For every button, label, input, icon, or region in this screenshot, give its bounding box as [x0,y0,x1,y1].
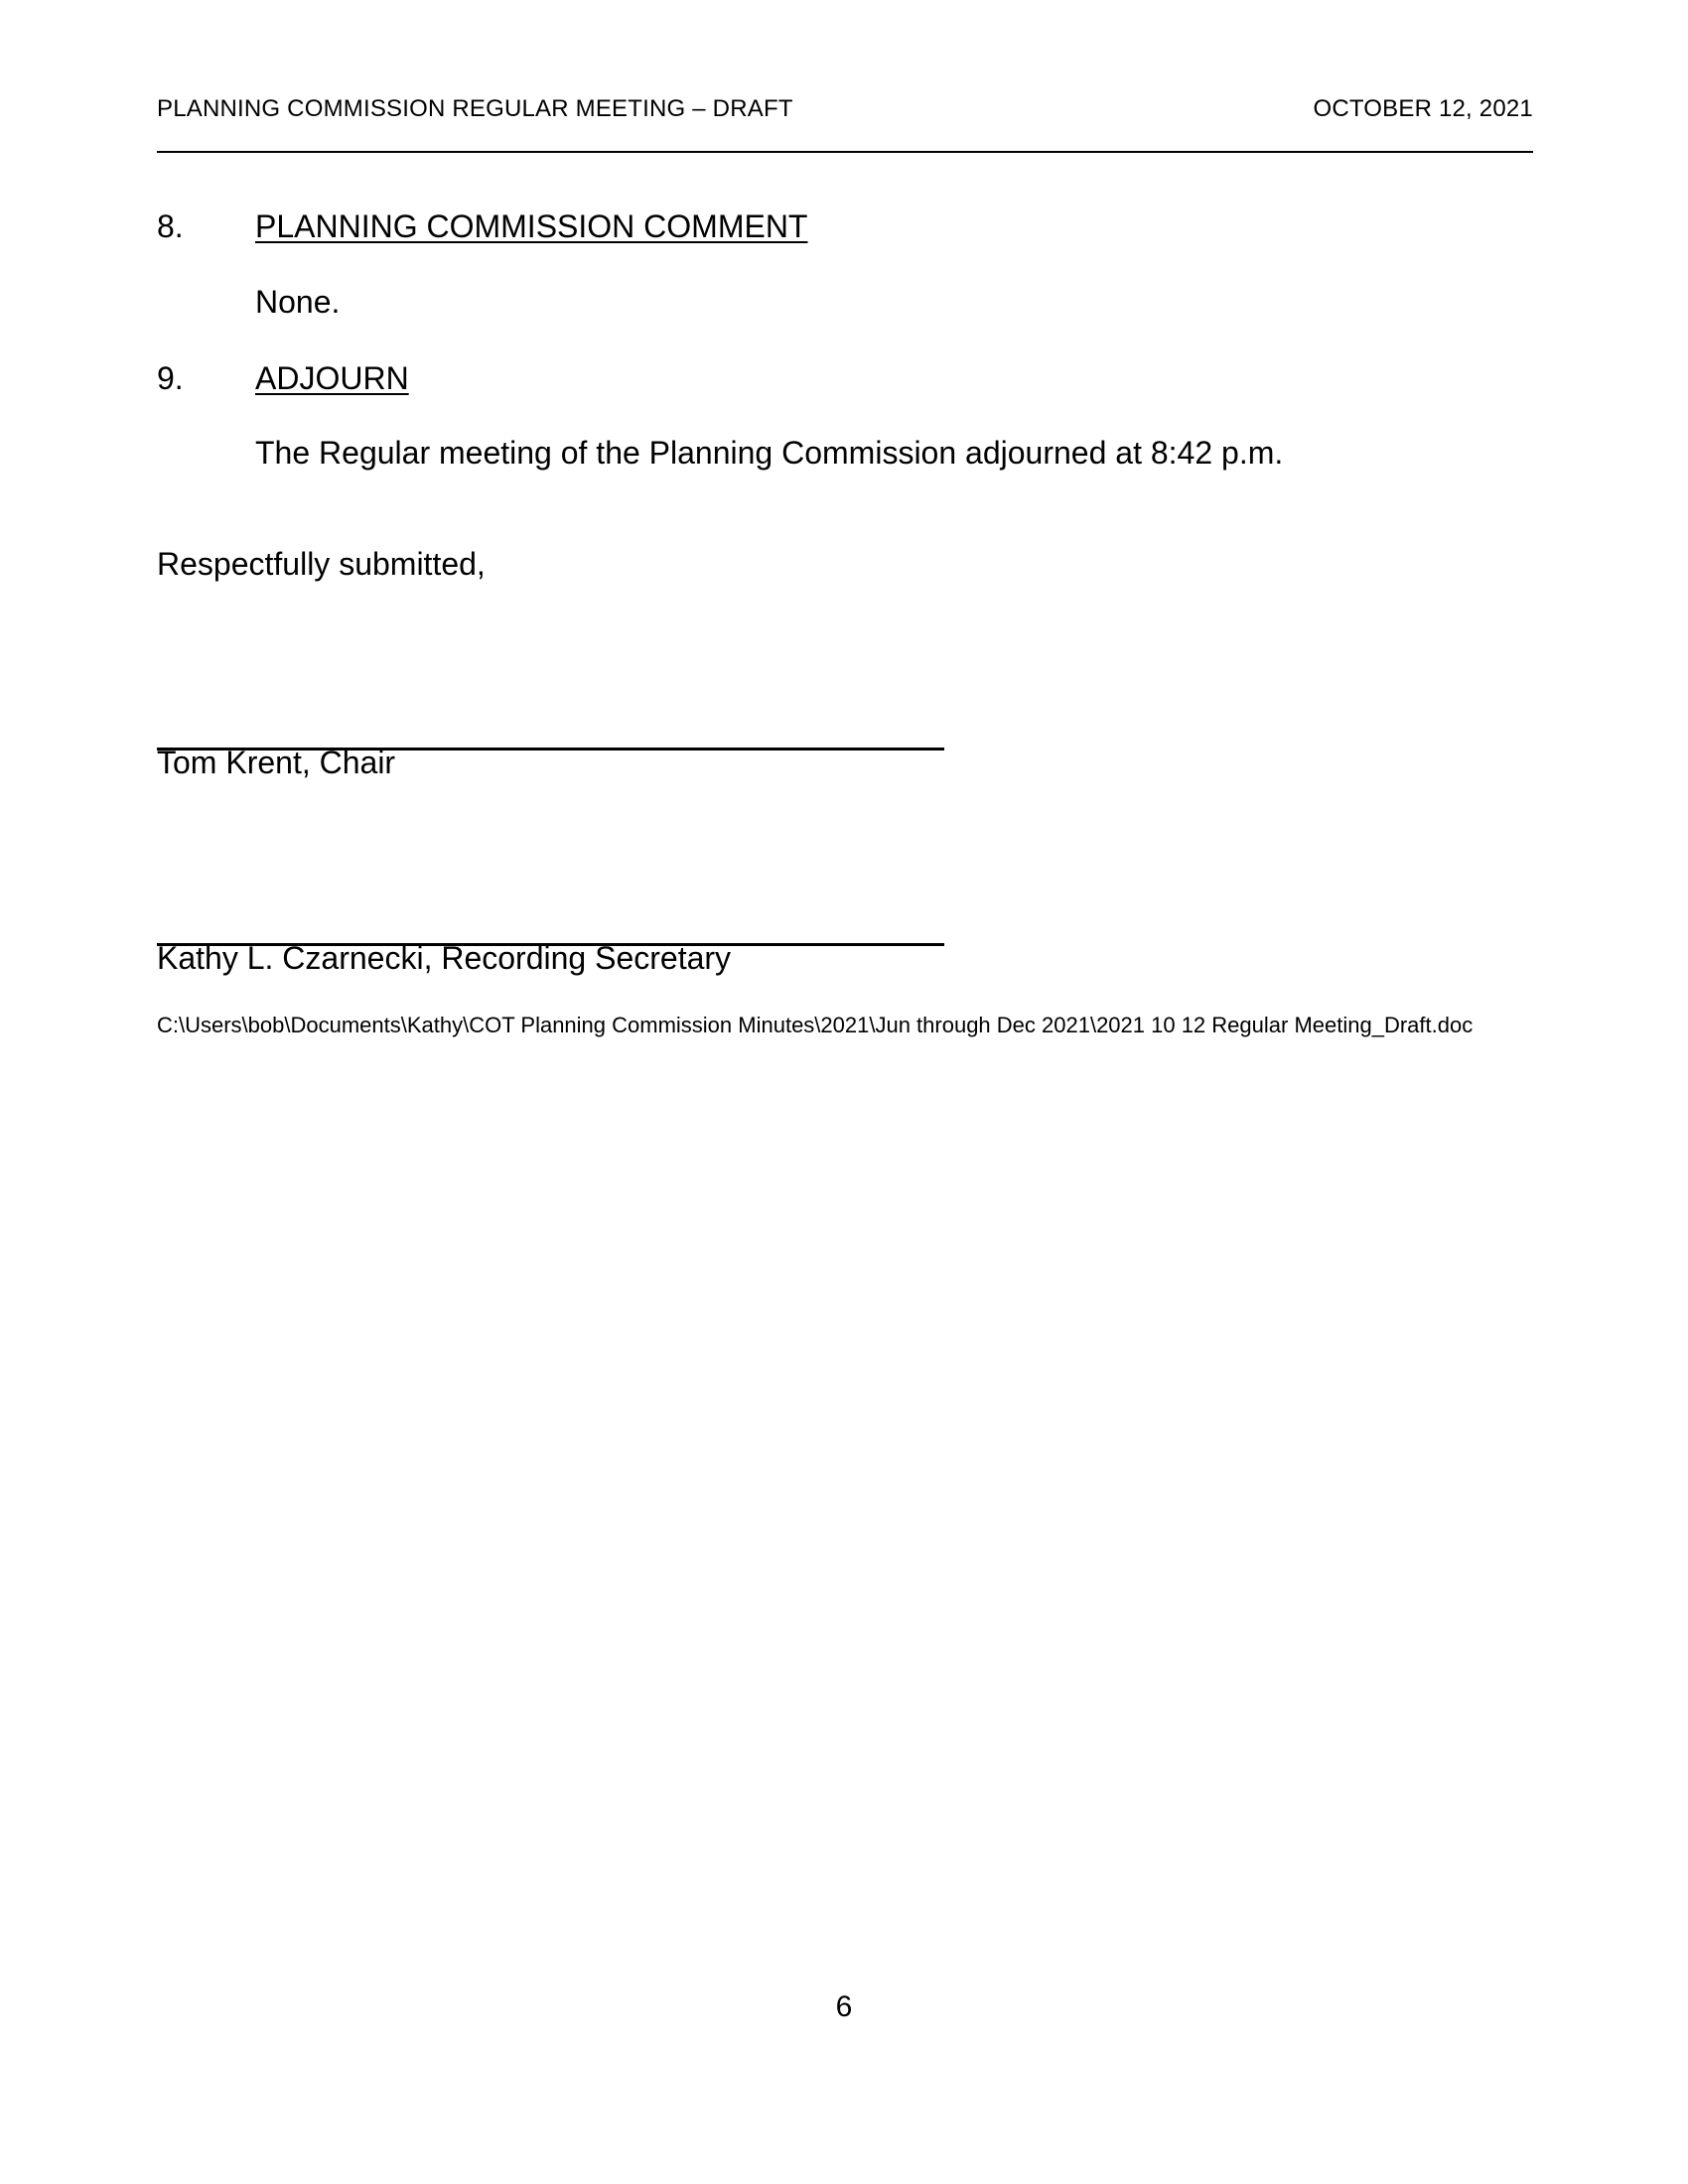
section-title-planning-commission-comment: PLANNING COMMISSION COMMENT [255,208,808,244]
closing-text: Respectfully submitted, [157,546,486,582]
header-title: PLANNING COMMISSION REGULAR MEETING – DRAFT [157,95,793,122]
signature-name-chair: Tom Krent, Chair [157,745,396,780]
section-body-9: The Regular meeting of the Planning Commission adjourned at 8:42 p.m. [255,435,1284,471]
section-number-8: 8. [157,208,184,244]
page-header [157,95,1533,153]
header-date: OCTOBER 12, 2021 [1313,95,1533,122]
section-number-9: 9. [157,360,184,396]
page-number: 6 [835,1990,853,2023]
file-path: C:\Users\bob\Documents\Kathy\COT Planning Commission Minutes\2021\Jun through Dec 2021\2021 10 12 Regular Meeting_Draft.doc [157,1013,1474,1037]
section-title-adjourn: ADJOURN [255,360,409,396]
section-body-8: None. [255,284,341,320]
signature-name-secretary: Kathy L. Czarnecki, Recording Secretary [157,940,732,976]
